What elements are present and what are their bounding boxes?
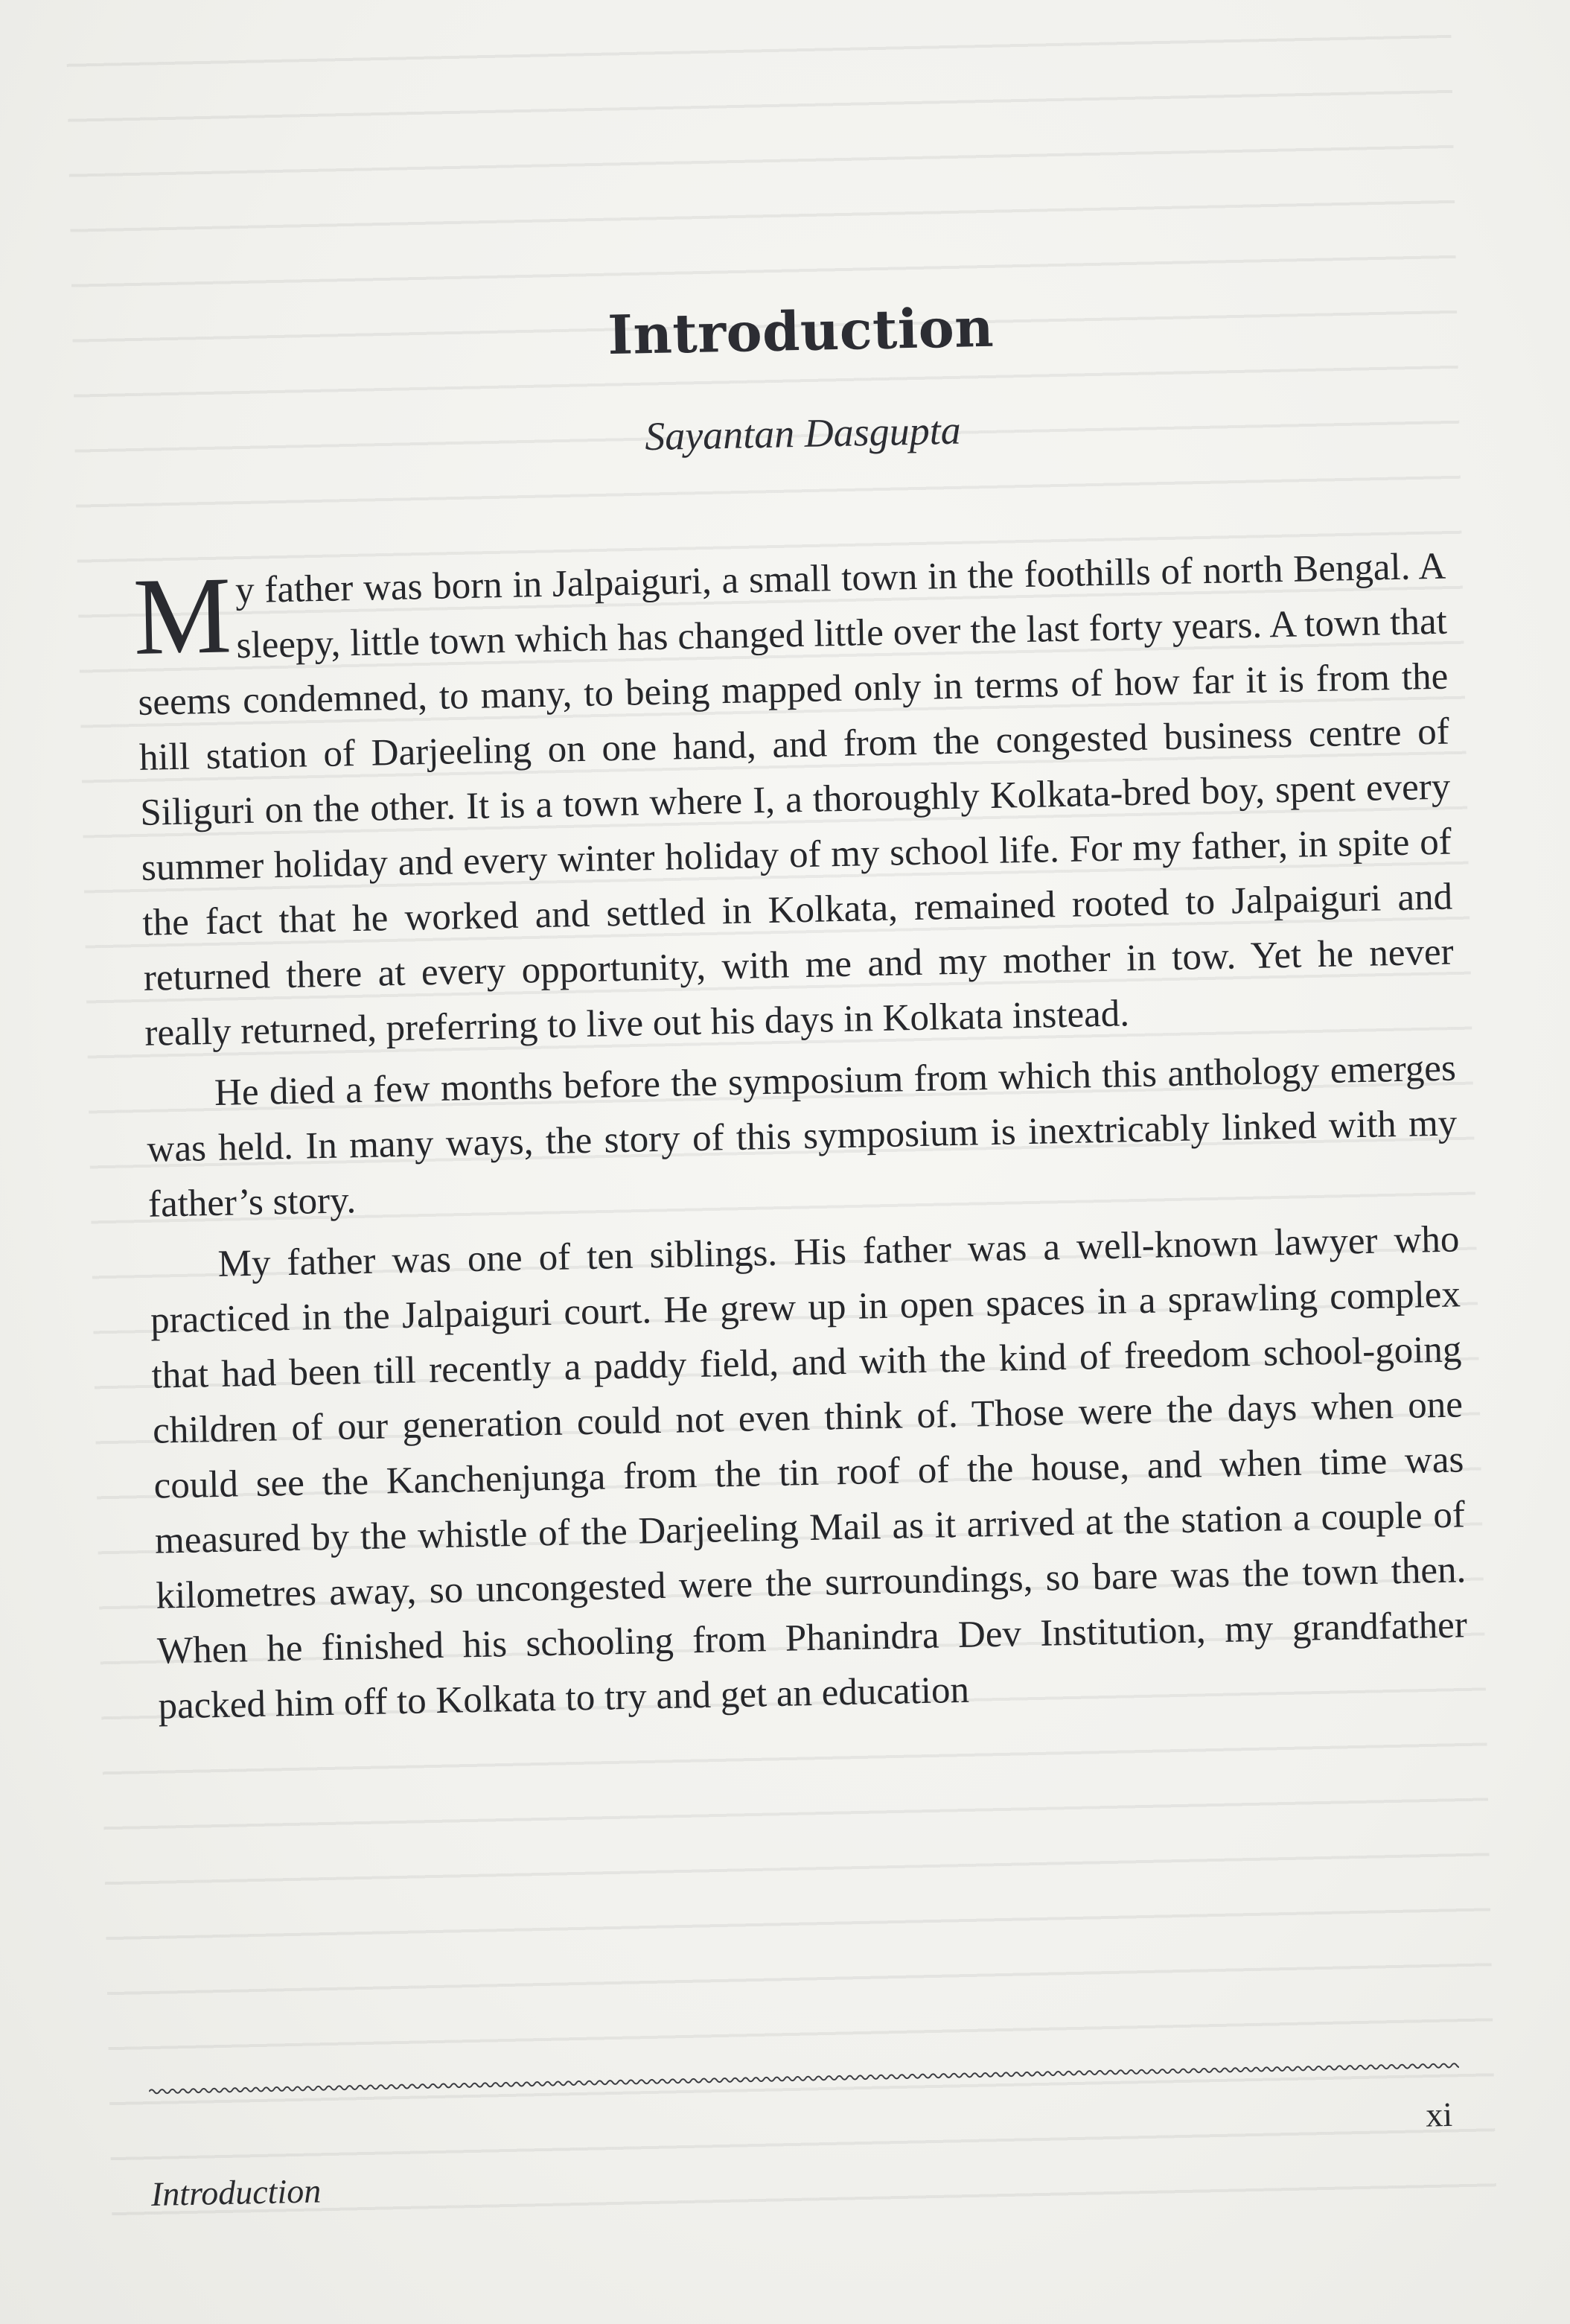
page-number: xi (1425, 2095, 1453, 2134)
drop-cap: M (132, 554, 233, 678)
chapter-title: Introduction (607, 295, 995, 367)
paragraph-1 (132, 539, 1455, 1061)
running-head: Introduction (150, 2171, 322, 2213)
chapter-author: Sayantan Dasgupta (644, 407, 962, 459)
paragraph-2: He died a few months before the symposium from which this anthology emerges was held. In many ways, the story of this symposium is inextricably linked with my father’s story. (146, 1047, 1458, 1226)
wavy-rule (149, 2059, 1459, 2098)
body-text (132, 539, 1469, 1734)
page-footer (149, 2059, 1459, 2213)
paragraph-1-text: y father was born in Jalpaiguri, a small town in the foothills of north Bengal. A sleepy, little town which has changed little over the last forty years. A town that seems condemned, to many, to being mapped only in terms of how far it is from the hill station of Darjeeling on one hand, and from the congested business centre of Siliguri on the other. It is a town where I, a thoroughly Kolkata-bred boy, spent every summer holiday and every winter holiday of my school life. For my father, in spite of the fact that he worked and settled in Kolkata, remained rooted to Jalpaiguri and returned there at every opportunity, with me and my mother in tow. Yet he never really returned, preferring to live out his days in Kolkata instead. (137, 545, 1455, 1054)
chapter-content (130, 287, 1469, 1734)
paragraph-3: My father was one of ten siblings. His father was a well-known lawyer who practiced in the Jalpaiguri court. He grew up in open spaces in a sprawling complex that had been till recently a paddy field, and with the kind of freedom school-going children of our generation could not even think of. Those were the days when one could see the Kanchenjunga from the tin roof of the house, and when time was measured by the whistle of the Darjeeling Mail as it arrived at the station a couple of kilometres away, so uncongested were the surroundings, so bare was the town then. When he finished his schooling from Phanindra Dev Institution, my grandfather packed him off to Kolkata to try and get an education (150, 1218, 1468, 1728)
